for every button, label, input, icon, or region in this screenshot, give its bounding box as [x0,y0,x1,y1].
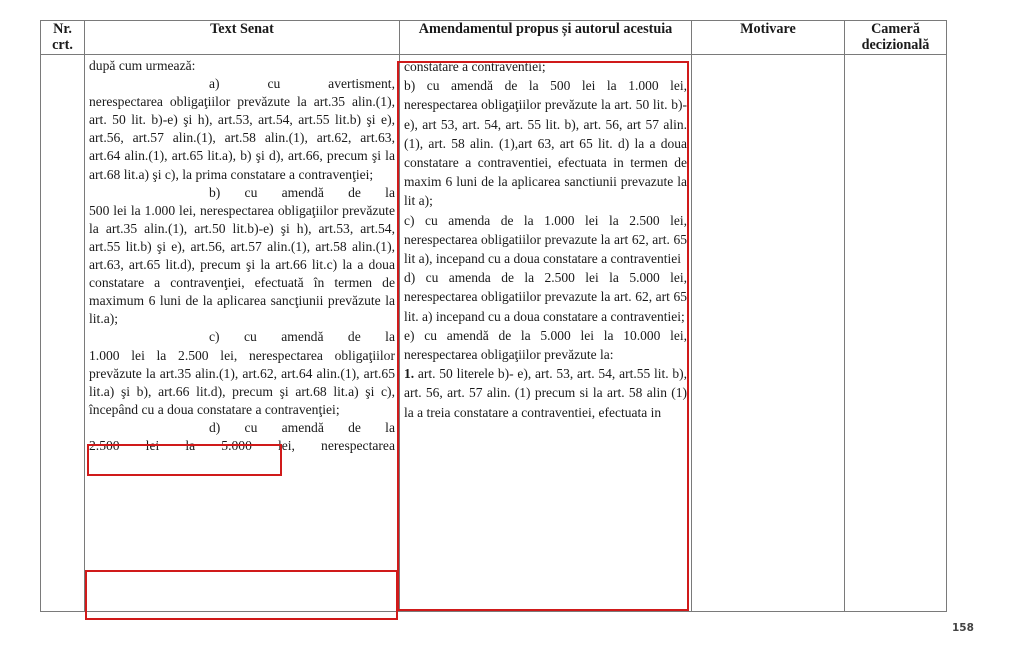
table-row [41,55,947,612]
senat-intro: după cum urmează: [89,58,196,73]
cell-amendament [400,55,692,612]
cell-text-senat [85,55,400,612]
senat-d-body: 2.500 lei la 5.000 lei, nerespectarea [89,437,395,453]
amend-c: c) cu amenda de la 1.000 lei la 2.500 lei, nerespectarea obligatiilor prevazute la art 62, art. 65 lit a), incepand cu a doua constatare a contraventiei [404,212,687,267]
table-header-row [41,21,947,55]
amend-d: d) cu amenda de la 2.500 lei la 5.000 lei, nerespectarea obligatiilor prevazute la art. 62, art 65 lit. a) incepand cu a doua constatare a contraventiei; [404,270,687,324]
amend-e: e) cu amendă de la 5.000 lei la 10.000 lei, nerespectarea obligaţiilor prevăzute la: [404,327,687,363]
senat-a-body: nerespectarea obligaţiilor prevăzute la art.35 alin.(1), art. 50 lit. b)-e) şi h), art.53, art.54, art.55 lit.b) şi e), art.56, art.57 alin.(1), art.58 alin.(1), art.62, art.63, art.64 alin.(1), art.65 lit.a), b) şi d), art.66, precum şi la art.68 lit.a) şi c), la prima constatare a contravenţiei; [89,94,395,182]
header-motivare: Motivare [692,21,845,55]
amend-p0: constatare a contraventiei; [404,59,546,74]
senat-b-body: 500 lei la 1.000 lei, nerespectarea obligaţiilor prevăzute la art.35 alin.(1), art.50 lit.b)-e) şi h), art.53, art.54, art.55 lit.b) şi e), art.56, art.57 alin.(1), art.58 alin.(1), art.63, art.65 lit.d), precum şi la art.66 lit.c) la a doua constatare a contravenţiei, efectuată în termen de maximum 6 luni de la aplicarea sancţiunii prevăzute la lit.a); [89,202,395,327]
page-number: 158 [952,622,974,634]
header-amendament: Amendamentul propus și autorul acestuia [400,21,692,55]
amend-e1 [404,364,687,422]
amend-e1-text: art. 50 literele b)- e), art. 53, art. 54, art.55 lit. b), art. 56, art. 57 alin. (1) precum si la art. 58 alin (1) la a treia constatare a contraventiei, efectuata in [404,366,687,420]
amend-e1-number: 1. [404,366,415,382]
senat-b-lead: b) cu amendă de la [209,184,395,200]
senat-c-paragraph [89,347,395,419]
header-camera-decizionala: Cameră decizională [845,21,947,55]
senat-c-body: nerespectarea obligaţiilor prevăzute la art.35 alin.(1), art.62, art.64 alin.(1), art.65 lit.a) şi b), art.66 lit.d), precum şi art.68 lit.a) şi c), începând cu a doua constatare a contravenţiei; [89,347,395,417]
senat-a-lead: a) cu avertisment, [209,76,395,92]
amend-b: b) cu amendă de la 500 lei la 1.000 lei, nerespectarea obligaţiilor prevăzute la art. 50 lit. b)-e), art 53, art. 54, art. 55 lit. b), art. 56, art 57 alin. (1), art. 58 alin. (1),art 63, art 65 lit. d) la a doua constatare a contraventiei, efectuata in termen de maxim 6 luni de la aplicarea sanctiunii prevazute la lit a); [404,78,687,209]
header-nr-crt: Nr. crt. [41,21,85,55]
cell-camera-decizionala [845,55,947,612]
senat-d-lead: d) cu amendă de la [209,419,395,435]
cell-motivare [692,55,845,612]
cell-nr-crt [41,55,85,612]
amendments-table [40,20,947,612]
senat-c-amount: 1.000 lei la 2.500 lei, [89,347,238,363]
senat-c-lead: c) cu amendă de la [209,329,395,345]
header-text-senat: Text Senat [85,21,400,55]
